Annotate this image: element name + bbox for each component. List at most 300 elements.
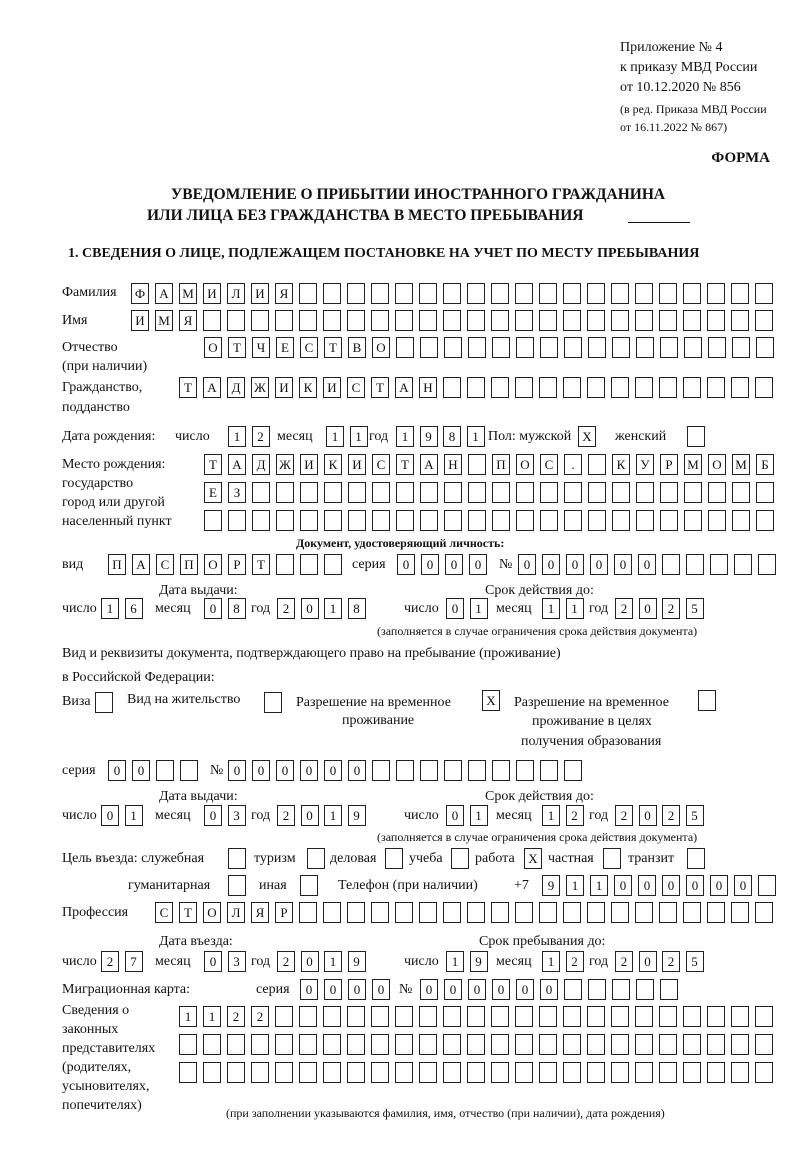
profession-char-box[interactable]: Т [179,902,197,923]
birth-place-1-char-box[interactable]: Д [252,454,270,475]
mig-number-char-box[interactable] [612,979,630,1000]
patronymic-char-box[interactable]: Е [276,337,294,358]
birth-place-3-char-box[interactable] [348,510,366,531]
id-number-char-box[interactable]: 0 [590,554,608,575]
stay-valid-day-char-box[interactable]: 1 [470,805,488,826]
citizenship-char-box[interactable] [731,377,749,398]
purpose-business-checkbox[interactable] [385,848,403,869]
id-series-char-box[interactable]: 0 [445,554,463,575]
representatives-1-char-box[interactable] [395,1006,413,1027]
birth-place-1-char-box[interactable]: М [732,454,750,475]
profession-char-box[interactable] [635,902,653,923]
birth-place-2-char-box[interactable] [612,482,630,503]
patronymic-char-box[interactable] [444,337,462,358]
birth-place-1-char-box[interactable] [468,454,486,475]
stay-until-day-char-box[interactable]: 9 [470,951,488,972]
citizenship-char-box[interactable] [659,377,677,398]
citizenship-char-box[interactable] [539,377,557,398]
representatives-2-char-box[interactable] [635,1034,653,1055]
purpose-study-checkbox[interactable] [451,848,469,869]
surname-char-box[interactable]: Ф [131,283,149,304]
name-char-box[interactable] [323,310,341,331]
id-issue-year-char-box[interactable]: 1 [324,598,342,619]
name-char-box[interactable] [635,310,653,331]
stay-until-month-char-box[interactable]: 2 [566,951,584,972]
representatives-2-char-box[interactable] [443,1034,461,1055]
profession-char-box[interactable] [323,902,341,923]
representatives-3-char-box[interactable] [251,1062,269,1083]
stay-series-char-box[interactable] [180,760,198,781]
stay-issue-month-char-box[interactable]: 3 [228,805,246,826]
birth-place-3-char-box[interactable] [276,510,294,531]
id-valid-month-char-box[interactable]: 1 [542,598,560,619]
birth-place-1-char-box[interactable]: Т [396,454,414,475]
name-char-box[interactable]: И [131,310,149,331]
birth-place-2-char-box[interactable] [636,482,654,503]
phone-char-box[interactable]: 0 [686,875,704,896]
name-char-box[interactable] [371,310,389,331]
stay-number-char-box[interactable] [444,760,462,781]
representatives-2-char-box[interactable] [347,1034,365,1055]
mig-number-char-box[interactable]: 0 [540,979,558,1000]
doc-temp-residence-edu-checkbox[interactable] [698,690,716,711]
birth-year-char-box[interactable]: 8 [443,426,461,447]
name-char-box[interactable] [419,310,437,331]
surname-char-box[interactable] [635,283,653,304]
stay-number-char-box[interactable]: 0 [348,760,366,781]
representatives-1-char-box[interactable] [443,1006,461,1027]
phone-char-box[interactable]: 1 [566,875,584,896]
patronymic-char-box[interactable]: О [372,337,390,358]
surname-char-box[interactable]: И [203,283,221,304]
representatives-3-char-box[interactable] [275,1062,293,1083]
surname-char-box[interactable] [491,283,509,304]
mig-number-char-box[interactable]: 0 [516,979,534,1000]
id-issue-month-char-box[interactable]: 8 [228,598,246,619]
stay-number-char-box[interactable] [468,760,486,781]
representatives-3-char-box[interactable] [323,1062,341,1083]
mig-number-char-box[interactable] [564,979,582,1000]
profession-char-box[interactable]: Р [275,902,293,923]
doc-visa-checkbox[interactable] [95,692,113,713]
surname-char-box[interactable] [419,283,437,304]
patronymic-char-box[interactable] [564,337,582,358]
birth-place-1-char-box[interactable]: У [636,454,654,475]
id-issue-day-char-box[interactable]: 6 [125,598,143,619]
representatives-2-char-box[interactable] [299,1034,317,1055]
birth-place-2-char-box[interactable] [684,482,702,503]
profession-char-box[interactable] [395,902,413,923]
representatives-2-char-box[interactable] [491,1034,509,1055]
birth-year-char-box[interactable]: 1 [396,426,414,447]
citizenship-char-box[interactable]: Т [371,377,389,398]
mig-series-char-box[interactable]: 0 [300,979,318,1000]
birth-place-2-char-box[interactable] [300,482,318,503]
stay-number-char-box[interactable] [564,760,582,781]
id-number-char-box[interactable] [686,554,704,575]
representatives-3-char-box[interactable] [611,1062,629,1083]
name-char-box[interactable] [203,310,221,331]
birth-month-char-box[interactable]: 1 [326,426,344,447]
purpose-official-checkbox[interactable] [228,848,246,869]
id-number-char-box[interactable] [710,554,728,575]
stay-number-char-box[interactable] [516,760,534,781]
representatives-3-char-box[interactable] [395,1062,413,1083]
citizenship-char-box[interactable] [635,377,653,398]
birth-place-1-char-box[interactable]: К [324,454,342,475]
name-char-box[interactable] [515,310,533,331]
surname-char-box[interactable] [443,283,461,304]
representatives-2-char-box[interactable] [179,1034,197,1055]
name-char-box[interactable] [563,310,581,331]
birth-place-1-char-box[interactable]: Т [204,454,222,475]
birth-place-3-char-box[interactable] [372,510,390,531]
patronymic-char-box[interactable] [468,337,486,358]
name-char-box[interactable] [611,310,629,331]
birth-place-1-char-box[interactable] [588,454,606,475]
representatives-1-char-box[interactable]: 2 [251,1006,269,1027]
stay-valid-month-char-box[interactable]: 2 [566,805,584,826]
name-char-box[interactable] [587,310,605,331]
birth-place-1-char-box[interactable]: А [228,454,246,475]
profession-char-box[interactable]: С [155,902,173,923]
citizenship-char-box[interactable] [683,377,701,398]
surname-char-box[interactable] [467,283,485,304]
stay-issue-day-char-box[interactable]: 1 [125,805,143,826]
stay-series-char-box[interactable] [156,760,174,781]
phone-char-box[interactable]: 0 [710,875,728,896]
representatives-2-char-box[interactable] [587,1034,605,1055]
birth-place-2-char-box[interactable] [372,482,390,503]
citizenship-char-box[interactable]: Ж [251,377,269,398]
representatives-1-char-box[interactable]: 2 [227,1006,245,1027]
purpose-private-checkbox[interactable] [603,848,621,869]
id-issue-year-char-box[interactable]: 8 [348,598,366,619]
birth-place-2-char-box[interactable] [492,482,510,503]
name-char-box[interactable] [467,310,485,331]
representatives-3-char-box[interactable] [587,1062,605,1083]
phone-char-box[interactable]: 0 [662,875,680,896]
representatives-2-char-box[interactable] [659,1034,677,1055]
citizenship-char-box[interactable]: И [323,377,341,398]
stay-until-year-char-box[interactable]: 2 [615,951,633,972]
patronymic-char-box[interactable] [420,337,438,358]
representatives-3-char-box[interactable] [467,1062,485,1083]
representatives-3-char-box[interactable] [491,1062,509,1083]
stay-until-year-char-box[interactable]: 0 [639,951,657,972]
birth-place-2-char-box[interactable] [756,482,774,503]
id-kind-char-box[interactable]: П [180,554,198,575]
profession-char-box[interactable] [299,902,317,923]
citizenship-char-box[interactable] [563,377,581,398]
representatives-1-char-box[interactable] [515,1006,533,1027]
patronymic-char-box[interactable]: О [204,337,222,358]
profession-char-box[interactable] [611,902,629,923]
stay-until-year-char-box[interactable]: 2 [662,951,680,972]
id-kind-char-box[interactable] [300,554,318,575]
birth-place-3-char-box[interactable] [564,510,582,531]
patronymic-char-box[interactable] [588,337,606,358]
stay-number-char-box[interactable] [492,760,510,781]
name-char-box[interactable] [275,310,293,331]
stay-issue-year-char-box[interactable]: 0 [301,805,319,826]
patronymic-char-box[interactable] [612,337,630,358]
name-char-box[interactable] [491,310,509,331]
phone-char-box[interactable]: 1 [590,875,608,896]
stay-number-char-box[interactable] [372,760,390,781]
phone-char-box[interactable]: 0 [614,875,632,896]
profession-char-box[interactable] [587,902,605,923]
surname-char-box[interactable] [563,283,581,304]
id-kind-char-box[interactable] [324,554,342,575]
phone-char-box[interactable]: 0 [734,875,752,896]
birth-place-2-char-box[interactable] [588,482,606,503]
patronymic-char-box[interactable] [396,337,414,358]
id-series-char-box[interactable]: 0 [421,554,439,575]
birth-place-2-char-box[interactable] [516,482,534,503]
mig-number-char-box[interactable]: 0 [492,979,510,1000]
mig-number-char-box[interactable]: 0 [468,979,486,1000]
purpose-other-checkbox[interactable] [300,875,318,896]
birth-place-3-char-box[interactable] [732,510,750,531]
birth-place-2-char-box[interactable] [252,482,270,503]
birth-year-char-box[interactable]: 1 [467,426,485,447]
birth-place-1-char-box[interactable]: Р [660,454,678,475]
entry-day-char-box[interactable]: 7 [125,951,143,972]
id-number-char-box[interactable]: 0 [614,554,632,575]
surname-char-box[interactable] [323,283,341,304]
birth-place-3-char-box[interactable] [444,510,462,531]
stay-issue-year-char-box[interactable]: 9 [348,805,366,826]
birth-place-1-char-box[interactable]: А [420,454,438,475]
birth-place-3-char-box[interactable] [420,510,438,531]
citizenship-char-box[interactable]: А [203,377,221,398]
stay-number-char-box[interactable]: 0 [324,760,342,781]
surname-char-box[interactable] [299,283,317,304]
id-kind-char-box[interactable]: Т [252,554,270,575]
representatives-1-char-box[interactable] [275,1006,293,1027]
stay-issue-month-char-box[interactable]: 0 [204,805,222,826]
birth-place-2-char-box[interactable]: Е [204,482,222,503]
surname-char-box[interactable] [371,283,389,304]
name-char-box[interactable] [347,310,365,331]
surname-char-box[interactable]: И [251,283,269,304]
citizenship-char-box[interactable]: И [275,377,293,398]
representatives-2-char-box[interactable] [419,1034,437,1055]
profession-char-box[interactable] [707,902,725,923]
representatives-2-char-box[interactable] [323,1034,341,1055]
birth-place-3-char-box[interactable] [708,510,726,531]
stay-valid-year-char-box[interactable]: 2 [615,805,633,826]
profession-char-box[interactable] [683,902,701,923]
birth-place-3-char-box[interactable] [684,510,702,531]
representatives-1-char-box[interactable] [755,1006,773,1027]
representatives-2-char-box[interactable] [371,1034,389,1055]
id-kind-char-box[interactable]: А [132,554,150,575]
name-char-box[interactable] [731,310,749,331]
entry-year-char-box[interactable]: 9 [348,951,366,972]
representatives-1-char-box[interactable] [611,1006,629,1027]
patronymic-char-box[interactable] [660,337,678,358]
representatives-2-char-box[interactable] [227,1034,245,1055]
citizenship-char-box[interactable] [467,377,485,398]
id-kind-char-box[interactable]: П [108,554,126,575]
birth-place-2-char-box[interactable] [468,482,486,503]
representatives-2-char-box[interactable] [731,1034,749,1055]
id-valid-month-char-box[interactable]: 1 [566,598,584,619]
citizenship-char-box[interactable]: А [395,377,413,398]
birth-place-2-char-box[interactable] [708,482,726,503]
birth-place-3-char-box[interactable] [756,510,774,531]
representatives-3-char-box[interactable] [347,1062,365,1083]
mig-number-char-box[interactable]: 0 [420,979,438,1000]
profession-char-box[interactable] [347,902,365,923]
mig-number-char-box[interactable] [636,979,654,1000]
birth-place-1-char-box[interactable]: М [684,454,702,475]
id-issue-year-char-box[interactable]: 0 [301,598,319,619]
representatives-3-char-box[interactable] [179,1062,197,1083]
profession-char-box[interactable] [491,902,509,923]
name-char-box[interactable] [707,310,725,331]
representatives-3-char-box[interactable] [635,1062,653,1083]
citizenship-char-box[interactable] [587,377,605,398]
stay-number-char-box[interactable]: 0 [276,760,294,781]
patronymic-char-box[interactable] [684,337,702,358]
profession-char-box[interactable]: О [203,902,221,923]
birth-place-1-char-box[interactable]: . [564,454,582,475]
purpose-work-checkbox[interactable]: X [524,848,542,869]
patronymic-char-box[interactable]: С [300,337,318,358]
mig-series-char-box[interactable]: 0 [348,979,366,1000]
representatives-2-char-box[interactable] [683,1034,701,1055]
phone-char-box[interactable]: 9 [542,875,560,896]
citizenship-char-box[interactable]: К [299,377,317,398]
birth-place-3-char-box[interactable] [540,510,558,531]
representatives-3-char-box[interactable] [659,1062,677,1083]
surname-char-box[interactable]: А [155,283,173,304]
representatives-1-char-box[interactable] [467,1006,485,1027]
birth-place-2-char-box[interactable] [348,482,366,503]
representatives-3-char-box[interactable] [539,1062,557,1083]
id-series-char-box[interactable]: 0 [469,554,487,575]
birth-place-3-char-box[interactable] [636,510,654,531]
surname-char-box[interactable] [347,283,365,304]
purpose-tourism-checkbox[interactable] [307,848,325,869]
profession-char-box[interactable]: Я [251,902,269,923]
birth-place-3-char-box[interactable] [204,510,222,531]
id-valid-year-char-box[interactable]: 5 [686,598,704,619]
id-number-char-box[interactable]: 0 [638,554,656,575]
representatives-3-char-box[interactable] [707,1062,725,1083]
representatives-2-char-box[interactable] [539,1034,557,1055]
patronymic-char-box[interactable]: Ч [252,337,270,358]
id-number-char-box[interactable]: 0 [542,554,560,575]
birth-place-2-char-box[interactable] [276,482,294,503]
representatives-2-char-box[interactable] [563,1034,581,1055]
surname-char-box[interactable] [659,283,677,304]
birth-place-2-char-box[interactable] [444,482,462,503]
birth-place-3-char-box[interactable] [396,510,414,531]
id-number-char-box[interactable] [662,554,680,575]
surname-char-box[interactable] [395,283,413,304]
stay-until-month-char-box[interactable]: 1 [542,951,560,972]
entry-year-char-box[interactable]: 0 [301,951,319,972]
patronymic-char-box[interactable] [540,337,558,358]
stay-number-char-box[interactable]: 0 [300,760,318,781]
sex-female-checkbox[interactable] [687,426,705,447]
id-issue-month-char-box[interactable]: 0 [204,598,222,619]
id-valid-day-char-box[interactable]: 0 [446,598,464,619]
name-char-box[interactable]: М [155,310,173,331]
patronymic-char-box[interactable] [708,337,726,358]
id-valid-year-char-box[interactable]: 0 [639,598,657,619]
representatives-1-char-box[interactable] [587,1006,605,1027]
name-char-box[interactable]: Я [179,310,197,331]
stay-issue-year-char-box[interactable]: 1 [324,805,342,826]
profession-char-box[interactable] [371,902,389,923]
surname-char-box[interactable]: Л [227,283,245,304]
representatives-3-char-box[interactable] [299,1062,317,1083]
representatives-1-char-box[interactable] [563,1006,581,1027]
patronymic-char-box[interactable] [516,337,534,358]
birth-place-1-char-box[interactable]: О [516,454,534,475]
id-number-char-box[interactable]: 0 [518,554,536,575]
representatives-3-char-box[interactable] [443,1062,461,1083]
profession-char-box[interactable] [515,902,533,923]
profession-char-box[interactable]: Л [227,902,245,923]
surname-char-box[interactable]: М [179,283,197,304]
name-char-box[interactable] [683,310,701,331]
representatives-1-char-box[interactable] [491,1006,509,1027]
surname-char-box[interactable] [539,283,557,304]
birth-place-3-char-box[interactable] [324,510,342,531]
id-valid-day-char-box[interactable]: 1 [470,598,488,619]
mig-series-char-box[interactable]: 0 [324,979,342,1000]
patronymic-char-box[interactable]: Т [228,337,246,358]
patronymic-char-box[interactable] [636,337,654,358]
birth-month-char-box[interactable]: 1 [350,426,368,447]
representatives-1-char-box[interactable] [539,1006,557,1027]
name-char-box[interactable] [299,310,317,331]
birth-place-1-char-box[interactable]: С [540,454,558,475]
representatives-3-char-box[interactable] [683,1062,701,1083]
birth-place-1-char-box[interactable]: И [348,454,366,475]
surname-char-box[interactable] [515,283,533,304]
birth-day-char-box[interactable]: 1 [228,426,246,447]
purpose-transit-checkbox[interactable] [687,848,705,869]
representatives-2-char-box[interactable] [203,1034,221,1055]
representatives-2-char-box[interactable] [275,1034,293,1055]
mig-number-char-box[interactable] [588,979,606,1000]
representatives-3-char-box[interactable] [755,1062,773,1083]
stay-valid-month-char-box[interactable]: 1 [542,805,560,826]
representatives-3-char-box[interactable] [227,1062,245,1083]
id-valid-year-char-box[interactable]: 2 [662,598,680,619]
representatives-1-char-box[interactable] [419,1006,437,1027]
representatives-3-char-box[interactable] [371,1062,389,1083]
representatives-2-char-box[interactable] [395,1034,413,1055]
entry-day-char-box[interactable]: 2 [101,951,119,972]
stay-until-day-char-box[interactable]: 1 [446,951,464,972]
surname-char-box[interactable] [707,283,725,304]
birth-place-2-char-box[interactable]: З [228,482,246,503]
representatives-3-char-box[interactable] [203,1062,221,1083]
citizenship-char-box[interactable]: Т [179,377,197,398]
stay-valid-year-char-box[interactable]: 5 [686,805,704,826]
entry-month-char-box[interactable]: 0 [204,951,222,972]
birth-place-1-char-box[interactable]: Ж [276,454,294,475]
citizenship-char-box[interactable] [491,377,509,398]
